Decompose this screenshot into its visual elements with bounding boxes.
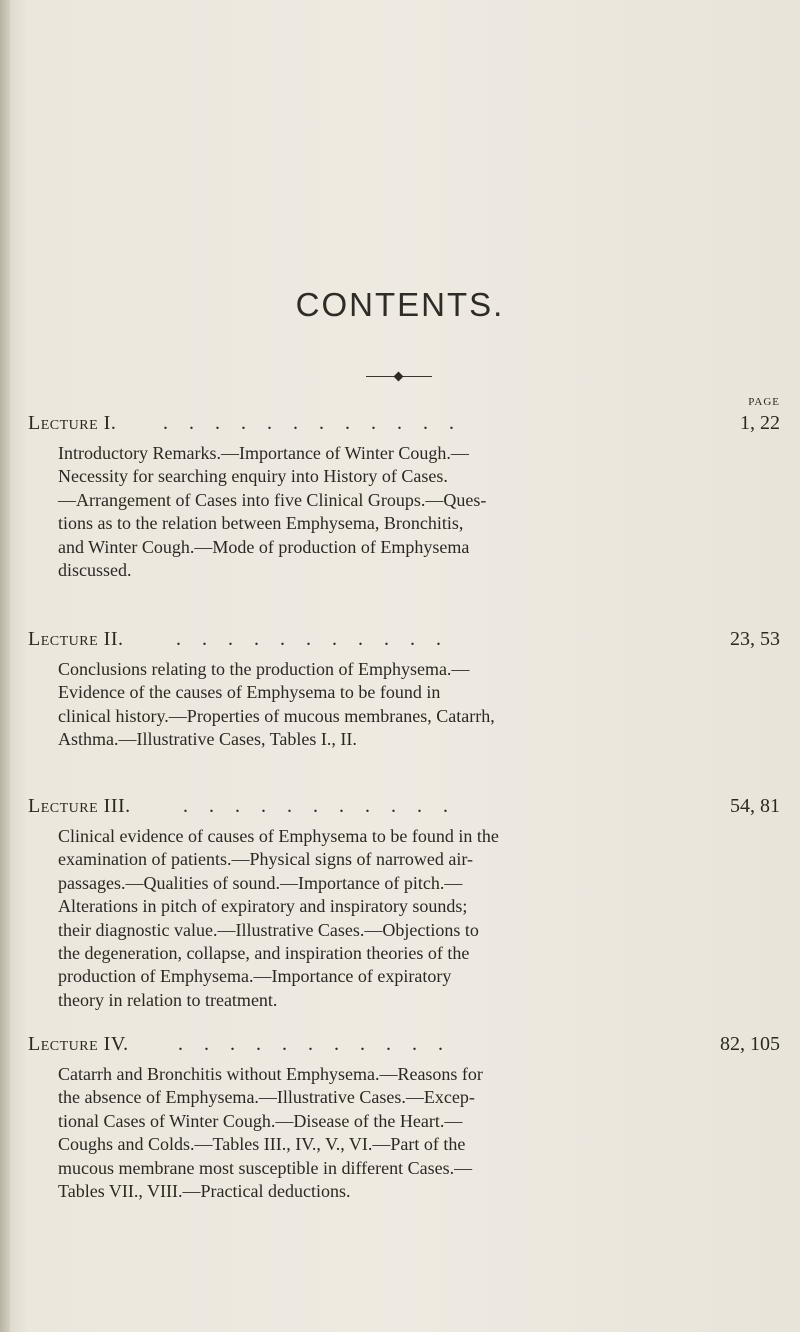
description-line: Clinical evidence of causes of Emphysema to be found in the bbox=[58, 826, 499, 846]
description-line: tions as to the relation between Emphysema, Bronchitis, bbox=[58, 513, 464, 534]
divider-ornament bbox=[366, 372, 432, 382]
toc-entry-lecture-1 bbox=[28, 412, 780, 582]
description-line: production of Emphysema.—Importance of expiratory bbox=[58, 966, 452, 987]
dot-leader: . . . . . . . . . . . bbox=[183, 795, 456, 817]
toc-entry-head bbox=[28, 795, 780, 821]
description-line: tional Cases of Winter Cough.—Disease of the Heart.— bbox=[58, 1110, 463, 1131]
description-line: Necessity for searching enquiry into History of Cases. bbox=[58, 466, 448, 487]
page-column-label: PAGE bbox=[748, 396, 780, 408]
toc-entry-head bbox=[28, 1033, 780, 1059]
description-line: Evidence of the causes of Emphysema to be found in bbox=[58, 682, 441, 703]
entry-pages: 1, 22 bbox=[740, 412, 780, 434]
description-line: Tables VII., VIII.—Practical deductions. bbox=[58, 1181, 351, 1202]
entry-title: Lecture IV. bbox=[28, 1033, 129, 1055]
description-line: Asthma.—Illustrative Cases, Tables I., II. bbox=[58, 729, 357, 750]
toc-entry-lecture-2 bbox=[28, 628, 780, 752]
page-title: CONTENTS. bbox=[295, 286, 505, 323]
entry-description bbox=[58, 658, 748, 752]
entry-title: Lecture III. bbox=[28, 795, 131, 817]
entry-title: Lecture II. bbox=[28, 628, 124, 650]
toc-entry-lecture-4 bbox=[28, 1033, 780, 1203]
description-line: the degeneration, collapse, and inspiration theories of the bbox=[58, 943, 470, 964]
description-line: passages.—Qualities of sound.—Importance of pitch.— bbox=[58, 872, 463, 893]
description-line: Catarrh and Bronchitis without Emphysema.—Reasons for bbox=[58, 1064, 483, 1084]
entry-pages: 82, 105 bbox=[720, 1033, 780, 1055]
description-line: clinical history.—Properties of mucous membranes, Catarrh, bbox=[58, 705, 495, 726]
description-line: Introductory Remarks.—Importance of Winter Cough.— bbox=[58, 443, 469, 463]
entry-pages: 23, 53 bbox=[730, 628, 780, 650]
description-line: examination of patients.—Physical signs of narrowed air- bbox=[58, 849, 474, 870]
entry-pages: 54, 81 bbox=[730, 795, 780, 817]
entry-description bbox=[58, 825, 748, 1012]
toc-entry-lecture-3 bbox=[28, 795, 780, 1012]
entry-description bbox=[58, 442, 748, 582]
description-line: their diagnostic value.—Illustrative Cases.—Objections to bbox=[58, 919, 479, 940]
entry-title: Lecture I. bbox=[28, 412, 117, 434]
description-line: Alterations in pitch of expiratory and inspiratory sounds; bbox=[58, 896, 468, 917]
description-line: and Winter Cough.—Mode of production of Emphysema bbox=[58, 536, 470, 557]
toc-entry-head bbox=[28, 628, 780, 654]
description-line: the absence of Emphysema.—Illustrative Cases.—Excep- bbox=[58, 1087, 475, 1108]
description-line: discussed. bbox=[58, 560, 132, 581]
dot-leader: . . . . . . . . . . . . bbox=[163, 412, 462, 434]
entry-description bbox=[58, 1063, 748, 1203]
dot-leader: . . . . . . . . . . . bbox=[176, 628, 449, 650]
description-line: theory in relation to treatment. bbox=[58, 989, 278, 1010]
page-spine-shadow bbox=[0, 0, 10, 1332]
description-line: —Arrangement of Cases into five Clinical Groups.—Ques- bbox=[58, 489, 487, 510]
dot-leader: . . . . . . . . . . . bbox=[178, 1033, 451, 1055]
toc-entry-head bbox=[28, 412, 780, 438]
diamond-icon bbox=[394, 372, 404, 382]
description-line: mucous membrane most susceptible in different Cases.— bbox=[58, 1157, 473, 1178]
description-line: Conclusions relating to the production of Emphysema.— bbox=[58, 659, 470, 679]
description-line: Coughs and Colds.—Tables III., IV., V., VI.—Part of the bbox=[58, 1134, 466, 1155]
